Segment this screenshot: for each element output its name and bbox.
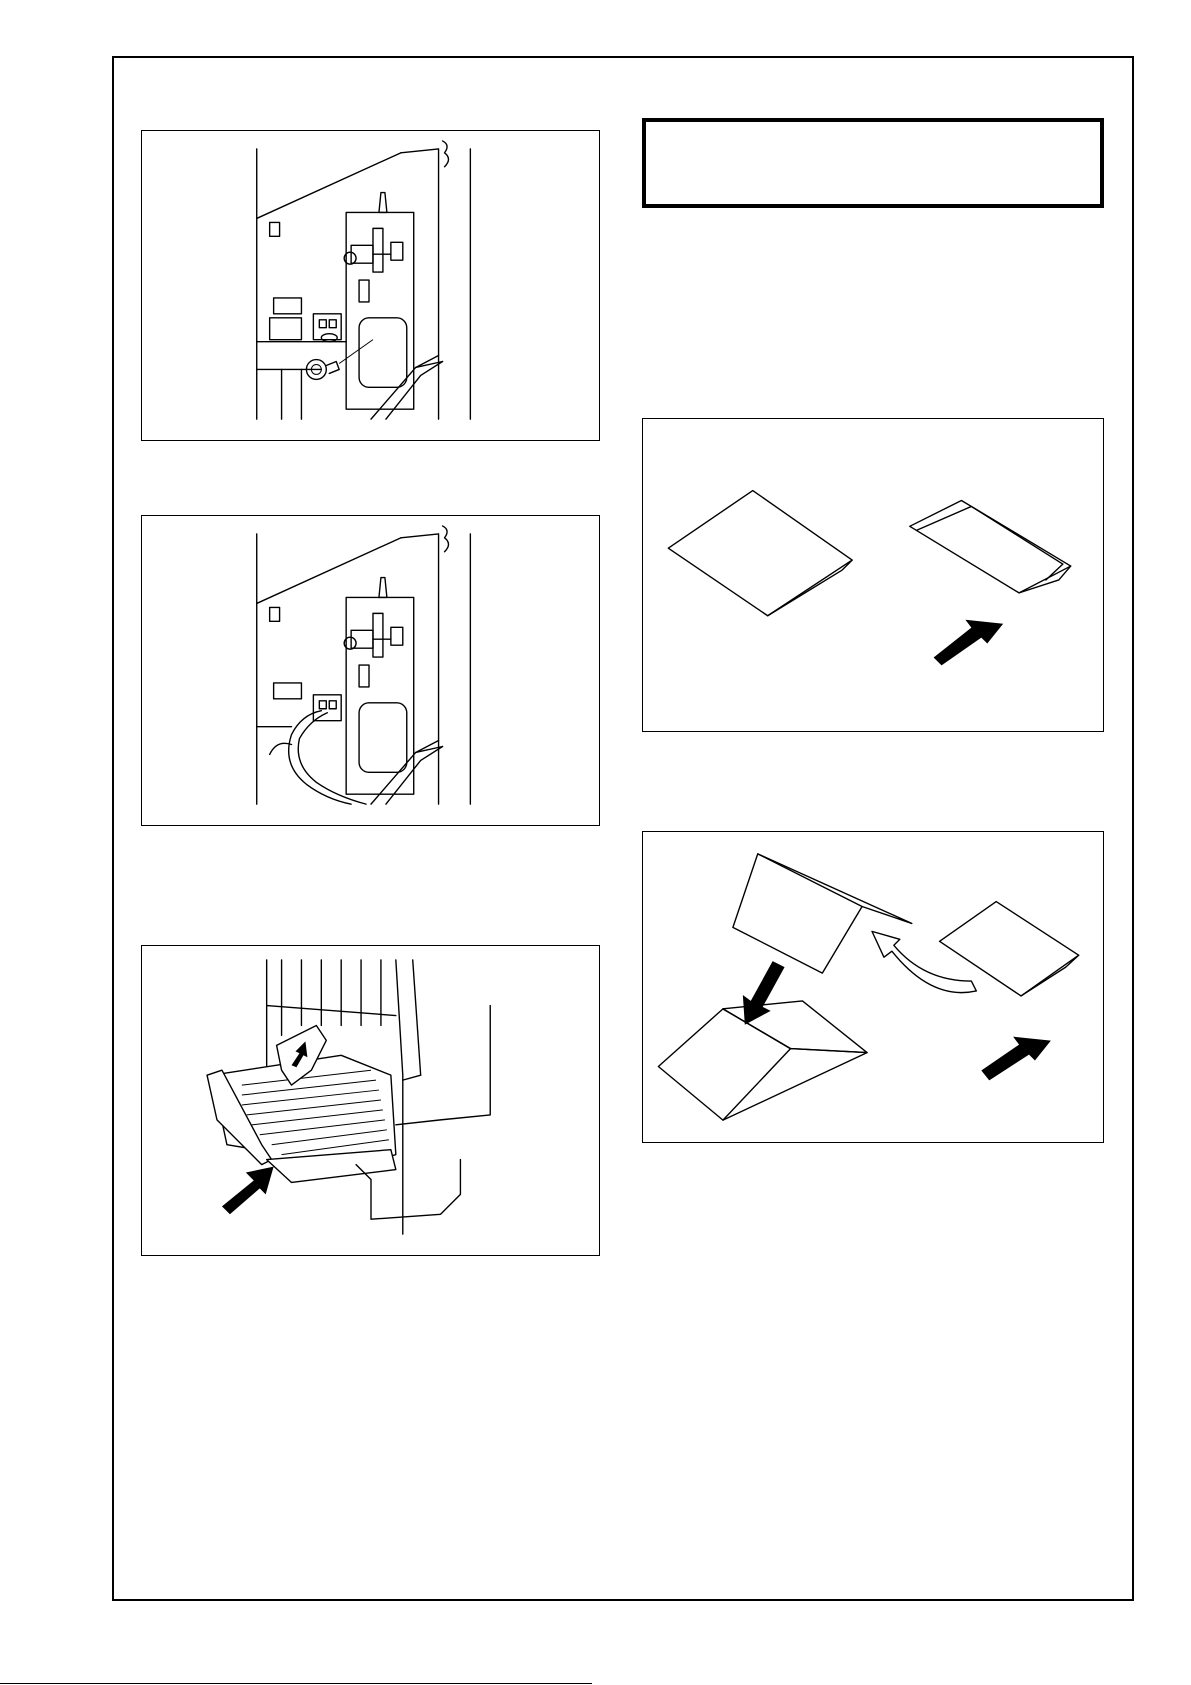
footer-rule [0,1683,592,1684]
figure-screw-removal [141,130,600,441]
figure-folded-stacking [642,831,1104,1143]
direction-arrow-icon [934,620,1004,666]
machine-bracket-illustration [142,131,599,440]
section-heading-box [642,118,1104,208]
figure-output-tray [141,945,600,1256]
figure-cable-connection [141,515,600,826]
machine-cable-illustration [142,516,599,825]
direction-arrow-icon [981,1037,1051,1081]
fold-types-illustration [643,419,1103,731]
figure-fold-types [642,418,1104,732]
push-arrow-icon [222,1167,274,1215]
folded-stacking-illustration [643,832,1103,1142]
output-tray-illustration [142,946,599,1255]
